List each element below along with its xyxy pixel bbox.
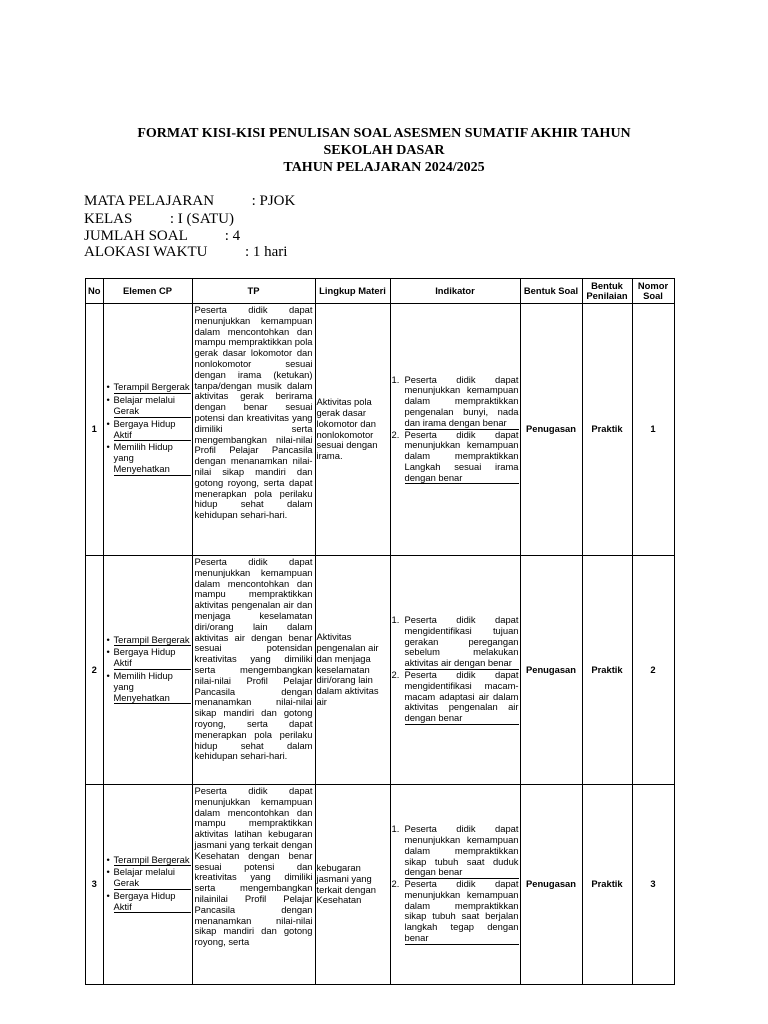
kisi-kisi-table (85, 278, 675, 985)
cell-elemen-cp (103, 556, 192, 785)
cell-no: 1 (86, 304, 104, 556)
header-indikator: Indikator (390, 279, 520, 304)
doc-title-line-3: TAHUN PELAJARAN 2024/2025 (283, 160, 485, 175)
cell-indikator (390, 304, 520, 556)
cell-lingkup-materi: Aktivitas pengenalan air dan menjaga keselamatan diri/orang lain dalam aktivitas air (315, 556, 390, 785)
elemen-item: • Memilih Hidup yang Menyehatkan (107, 671, 191, 704)
meta-jumlah-soal: JUMLAH SOAL : 4 (84, 228, 241, 244)
elemen-item: • Belajar melalui Gerak (107, 867, 191, 890)
header-tp: TP (192, 279, 315, 304)
cell-tp: Peserta didik dapat menunjukkan kemampuan dalam mencontohkan dan mampu mempraktikkan aktivitas latihan kebugaran jasmani yang terkait dengan Kesehatan dengan benar sesuai potensi dan kreativitas yang dimiliki serta mengembangkan nilainilai Profil Pelajar Pancasila dengan menanamkan nilai-nilai sikap mandiri dan gotong royong, serta (192, 785, 315, 985)
elemen-item: • Bergaya Hidup Aktif (107, 647, 191, 670)
indikator-item: 1. Peserta didik dapat menunjukkan kemampuan dalam mempraktikkan sikap tubuh saat duduk dengan benar (391, 823, 519, 878)
meta-mata-pelajaran: MATA PELAJARAN : PJOK (84, 193, 296, 209)
elemen-item: • Terampil Bergerak (107, 635, 191, 647)
cell-no: 2 (86, 556, 104, 785)
cell-bentuk-penilaian: Praktik (582, 556, 632, 785)
cell-lingkup-materi: kebugaran jasmani yang terkait dengan Kesehatan (315, 785, 390, 985)
elemen-item: • Bergaya Hidup Aktif (107, 891, 191, 914)
header-nomor-soal: Nomor Soal (632, 279, 674, 304)
header-lingkup-materi: Lingkup Materi (315, 279, 390, 304)
cell-tp: Peserta didik dapat menunjukkan kemampuan dalam mencontohkan dan mampu mempraktikkan pola gerak dasar lokomotor dan nonlokomotor sesuai dengan irama (ketukan) tanpa/dengan musik dalam aktivitas gerak berirama dengan benar sesuai potensi dan kreativitas yang dimiliki serta mengembangkan nilai-nilai Profil Pelajar Pancasila dengan menanamkan nilai-nilai sikap mandiri dan gotong royong, serta dapat menerapkan pola perilaku hidup sehat dalam kehidupan sehari-hari. (192, 304, 315, 556)
cell-elemen-cp (103, 785, 192, 985)
elemen-item: • Terampil Bergerak (107, 382, 191, 394)
indikator-item: 1. Peserta didik dapat mengidentifikasi tujuan gerakan peregangan sebelum melakukan aktivitas air dengan benar (391, 614, 519, 669)
cell-elemen-cp (103, 304, 192, 556)
meta-kelas: KELAS : I (SATU) (84, 211, 234, 227)
doc-title-line-2: SEKOLAH DASAR (323, 143, 445, 158)
elemen-item: • Belajar melalui Gerak (107, 395, 191, 418)
table-row (86, 556, 675, 785)
table-row (86, 304, 675, 556)
cell-bentuk-soal: Penugasan (520, 556, 582, 785)
cell-no: 3 (86, 785, 104, 985)
header-bentuk-penilaian: Bentuk Penilaian (582, 279, 632, 304)
doc-title-line-1: FORMAT KISI-KISI PENULISAN SOAL ASESMEN SUMATIF AKHIR TAHUN (137, 126, 631, 141)
table-row (86, 785, 675, 985)
cell-lingkup-materi: Aktivitas pola gerak dasar lokomotor dan nonlokomotor sesuai dengan irama. (315, 304, 390, 556)
elemen-item: • Bergaya Hidup Aktif (107, 419, 191, 442)
elemen-item: • Memilih Hidup yang Menyehatkan (107, 442, 191, 475)
header-elemen-cp: Elemen CP (103, 279, 192, 304)
indikator-item: 2. Peserta didik dapat menunjukkan kemampuan dalam mempraktikkan Langkah sesuai irama dengan benar (391, 428, 519, 483)
cell-bentuk-soal: Penugasan (520, 304, 582, 556)
cell-nomor-soal: 1 (632, 304, 674, 556)
indikator-item: 1. Peserta didik dapat menunjukkan kemampuan dalam mempraktikkan pengenalan bunyi, nada dan irama dengan benar (391, 373, 519, 428)
cell-nomor-soal: 3 (632, 785, 674, 985)
meta-alokasi-waktu: ALOKASI WAKTU : 1 hari (84, 244, 288, 260)
indikator-item: 2. Peserta didik dapat menunjukkan kemampuan dalam mempraktikkan sikap tubuh saat berjalan langkah tegap dengan benar (391, 878, 519, 944)
cell-indikator (390, 785, 520, 985)
cell-nomor-soal: 2 (632, 556, 674, 785)
cell-indikator (390, 556, 520, 785)
header-no: No (86, 279, 104, 304)
cell-bentuk-penilaian: Praktik (582, 304, 632, 556)
header-bentuk-soal: Bentuk Soal (520, 279, 582, 304)
table-header-row (86, 279, 675, 304)
indikator-item: 2. Peserta didik dapat mengidentifikasi macam-macam adaptasi air dalam aktivitas pengenalan air dengan benar (391, 669, 519, 724)
cell-tp: Peserta didik dapat menunjukkan kemampuan dalam mencontohkan dan mampu mempraktikkan aktivitas pengenalan air dan menjaga keselamatan diri/orang lain dalam aktivitas air dengan benar sesuai potensidan kreativitas yang dimiliki serta mengembangkan nilai-nilai Profil Pelajar Pancasila dengan menanamkan nilai-nilai sikap mandiri dan gotong royong, serta dapat menerapkan pola perilaku hidup sehat dalam kehidupan sehari-hari. (192, 556, 315, 785)
cell-bentuk-soal: Penugasan (520, 785, 582, 985)
cell-bentuk-penilaian: Praktik (582, 785, 632, 985)
elemen-item: • Terampil Bergerak (107, 855, 191, 867)
